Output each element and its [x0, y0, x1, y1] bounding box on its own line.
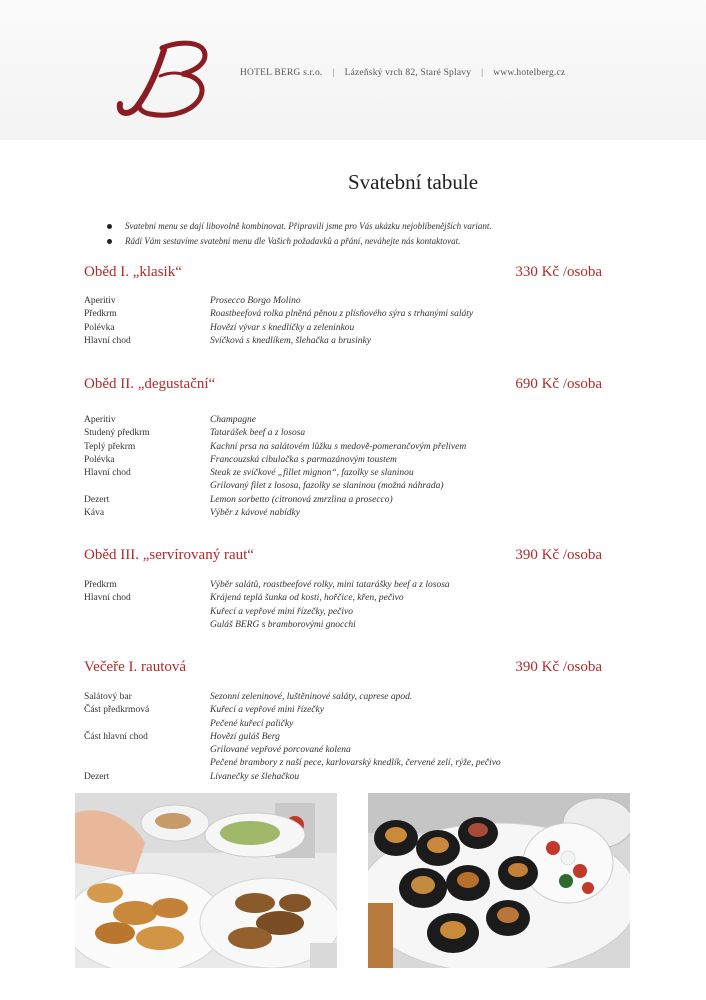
- course-name: Hlavní chod: [84, 468, 131, 479]
- dish-name: Grilované vepřové porcované kolena: [210, 745, 351, 756]
- section-price: 330 Kč /osoba: [515, 264, 602, 280]
- dish-name: Krájená teplá šunka od kosti, hořčice, křen, pečivo: [210, 593, 404, 604]
- section-price: 390 Kč /osoba: [515, 547, 602, 563]
- menu-row: [84, 606, 614, 619]
- dish-name: Pečené kuřecí paličky: [210, 718, 294, 729]
- appetizer-bowls-image: [368, 793, 630, 968]
- hotel-berg-logo: [112, 38, 222, 118]
- course-name: Aperitiv: [84, 296, 116, 306]
- photo-appetizer-bowls: [368, 793, 630, 968]
- dish-name: Champagne: [210, 415, 256, 425]
- photo-fried-schnitzels: [75, 793, 337, 968]
- dish-name: Roastbeefová rolka plněná pěnou z plísňového sýra s trhanými saláty: [210, 309, 474, 320]
- header-separator: |: [481, 68, 484, 78]
- menu-section-lunch-1: [84, 264, 602, 284]
- dish-name: Svíčková s knedlíkem, šlehačka a brusinky: [210, 335, 371, 346]
- menu-row: [84, 771, 614, 784]
- menu-row: [84, 579, 614, 592]
- section-title: Večeře I. rautová: [84, 659, 187, 675]
- section-title: Oběd III. „servírovaný raut“: [84, 547, 254, 563]
- menu-row: [84, 757, 614, 770]
- course-name: Dezert: [84, 771, 110, 782]
- course-name: Hlavní chod: [84, 335, 131, 346]
- section-title: Oběd II. „degustační“: [84, 376, 216, 392]
- menu-row: [84, 308, 614, 321]
- dish-name: Hovězí guláš Berg: [210, 731, 280, 742]
- menu-row: [84, 454, 614, 467]
- course-name: Předkrm: [84, 580, 117, 590]
- schnitzel-platter-image: [75, 793, 337, 968]
- course-name: Studený předkrm: [84, 428, 150, 439]
- menu-row: [84, 441, 614, 454]
- course-name: Dezert: [84, 494, 110, 505]
- course-name: Salátový bar: [84, 692, 132, 702]
- dish-name: Výběr z kávové nabídky: [210, 508, 300, 519]
- menu-rows-lunch-3: [84, 579, 614, 632]
- company-address: Lázeňský vrch 82, Staré Splavy: [344, 68, 472, 78]
- dish-name: Steak ze svíčkové „fillet mignon“, fazolky se slaninou: [210, 468, 414, 479]
- course-name: Teplý překrm: [84, 441, 136, 452]
- company-website[interactable]: www.hotelberg.cz: [493, 68, 566, 78]
- dish-name: Prosecco Borgo Molino: [210, 296, 301, 306]
- menu-row: [84, 480, 614, 493]
- dish-name: Hovězí vývar s knedlíčky a zeleninkou: [210, 322, 355, 333]
- menu-row: [84, 744, 614, 757]
- course-name: Polévka: [84, 322, 115, 333]
- menu-row: [84, 295, 614, 308]
- dish-name: Sezonní zeleninové, luštěninové saláty, caprese apod.: [210, 692, 413, 702]
- menu-row: [84, 335, 614, 348]
- section-price: 390 Kč /osoba: [515, 659, 602, 675]
- course-name: Káva: [84, 508, 105, 519]
- menu-row: [84, 494, 614, 507]
- menu-row: [84, 427, 614, 440]
- section-price: 690 Kč /osoba: [515, 376, 602, 392]
- dish-name: Grilovaný filet z lososa, fazolky se slaninou (možná náhrada): [210, 481, 444, 492]
- dish-name: Tatarášek beef a z lososa: [210, 428, 306, 439]
- note-item: Rádi Vám sestavíme svatební menu dle Vašich požadavků a přání, neváhejte nás kontaktovat.: [105, 234, 492, 249]
- menu-row: [84, 704, 614, 717]
- menu-row: [84, 731, 614, 744]
- dish-name: Kuřecí a vepřové mini řízečky, pečivo: [210, 606, 353, 617]
- dish-name: Guláš BERG s bramborovými gnocchi: [210, 619, 356, 630]
- course-name: Předkrm: [84, 309, 117, 320]
- menu-section-lunch-2: [84, 376, 602, 396]
- dish-name: Kuřecí a vepřové mini řízečky: [210, 705, 324, 716]
- menu-row: [84, 619, 614, 632]
- dish-name: Lemon sorbetto (citronová zmrzlina a prosecco): [210, 494, 393, 505]
- page-header: [0, 0, 706, 140]
- dish-name: Pečené brambory z naší pece, karlovarský knedlík, červené zelí, rýže, pečivo: [210, 758, 501, 769]
- menu-row: [84, 691, 614, 704]
- menu-row: [84, 414, 614, 427]
- course-name: Aperitiv: [84, 415, 116, 425]
- dish-name: Francouzská cibulačka s parmazánovým toustem: [210, 454, 397, 465]
- page-title: Svatební tabule: [347, 170, 479, 194]
- menu-section-dinner-1: [84, 659, 602, 679]
- menu-rows-lunch-1: [84, 295, 614, 348]
- course-name: Část hlavní chod: [84, 731, 148, 742]
- header-contact: [240, 68, 565, 78]
- dish-name: Kachní prsa na salátovém lůžku s medově-pomerančovým přelivem: [210, 441, 467, 452]
- course-name: Polévka: [84, 454, 115, 465]
- menu-row: [84, 322, 614, 335]
- menu-section-lunch-3: [84, 547, 602, 567]
- menu-row: [84, 718, 614, 731]
- menu-row: [84, 467, 614, 480]
- menu-rows-lunch-2: [84, 414, 614, 520]
- company-name: HOTEL BERG s.r.o.: [240, 68, 323, 78]
- course-name: Hlavní chod: [84, 593, 131, 604]
- note-item: Svatební menu se dají libovolně kombinovat. Připravili jsme pro Vás ukázku nejoblíbenějších variant.: [105, 219, 492, 234]
- section-title: Oběd I. „klasik“: [84, 264, 182, 280]
- header-separator: |: [332, 68, 335, 78]
- menu-row: [84, 592, 614, 605]
- menu-row: [84, 507, 614, 520]
- dish-name: Výběr salátů, roastbeefové rolky, mini tatarášky beef a z lososa: [210, 580, 450, 590]
- intro-notes: [105, 219, 492, 249]
- course-name: Část předkrmová: [84, 705, 150, 716]
- dish-name: Lívanečky se šlehačkou: [210, 771, 300, 782]
- menu-rows-dinner-1: [84, 691, 614, 784]
